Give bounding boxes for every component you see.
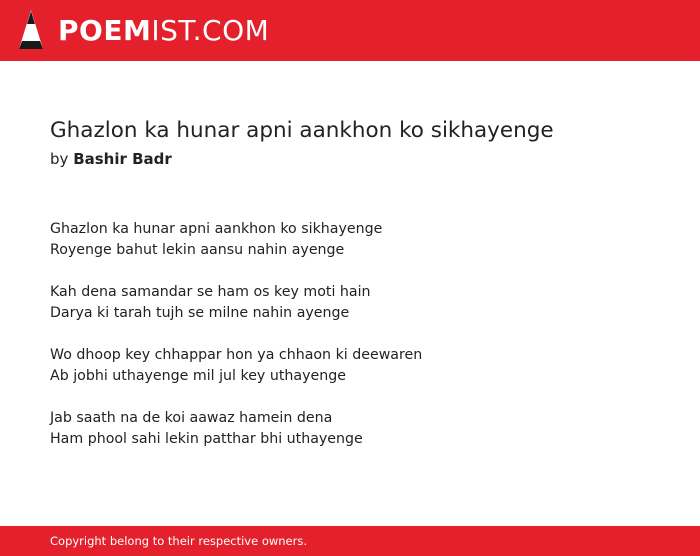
author-name: Bashir Badr: [73, 150, 172, 168]
byline-prefix: by: [50, 150, 69, 168]
site-logo-link[interactable]: [16, 8, 269, 54]
site-header: [0, 0, 700, 61]
logo-text-light: IST.COM: [151, 14, 270, 47]
logo-text-bold: POEM: [58, 14, 152, 47]
stanza: [50, 408, 422, 450]
byline: [50, 150, 172, 168]
stanza: [50, 219, 422, 261]
poem-line: Royenge bahut lekin aansu nahin ayenge: [50, 242, 345, 258]
copyright-notice: Copyright belong to their respective owners.: [50, 534, 308, 548]
poem-line: Ham phool sahi lekin patthar bhi uthayenge: [50, 431, 363, 447]
poem-line: Kah dena samandar se ham os key moti hain: [50, 284, 371, 300]
poem-body: [50, 219, 422, 471]
site-logo-text: [58, 14, 270, 47]
poem-line: Jab saath na de koi aawaz hamein dena: [50, 410, 333, 426]
stanza: [50, 345, 422, 387]
poem-line: Darya ki tarah tujh se milne nahin ayenge: [50, 305, 350, 321]
poem-line: Wo dhoop key chhappar hon ya chhaon ki deewaren: [50, 347, 423, 363]
site-footer: [0, 526, 700, 556]
poem-line: Ab jobhi uthayenge mil jul key uthayenge: [50, 368, 346, 384]
pencil-icon: [16, 9, 46, 53]
stanza: [50, 282, 422, 324]
poem-title: Ghazlon ka hunar apni aankhon ko sikhayenge: [50, 118, 554, 143]
poem-line: Ghazlon ka hunar apni aankhon ko sikhayenge: [50, 221, 383, 237]
